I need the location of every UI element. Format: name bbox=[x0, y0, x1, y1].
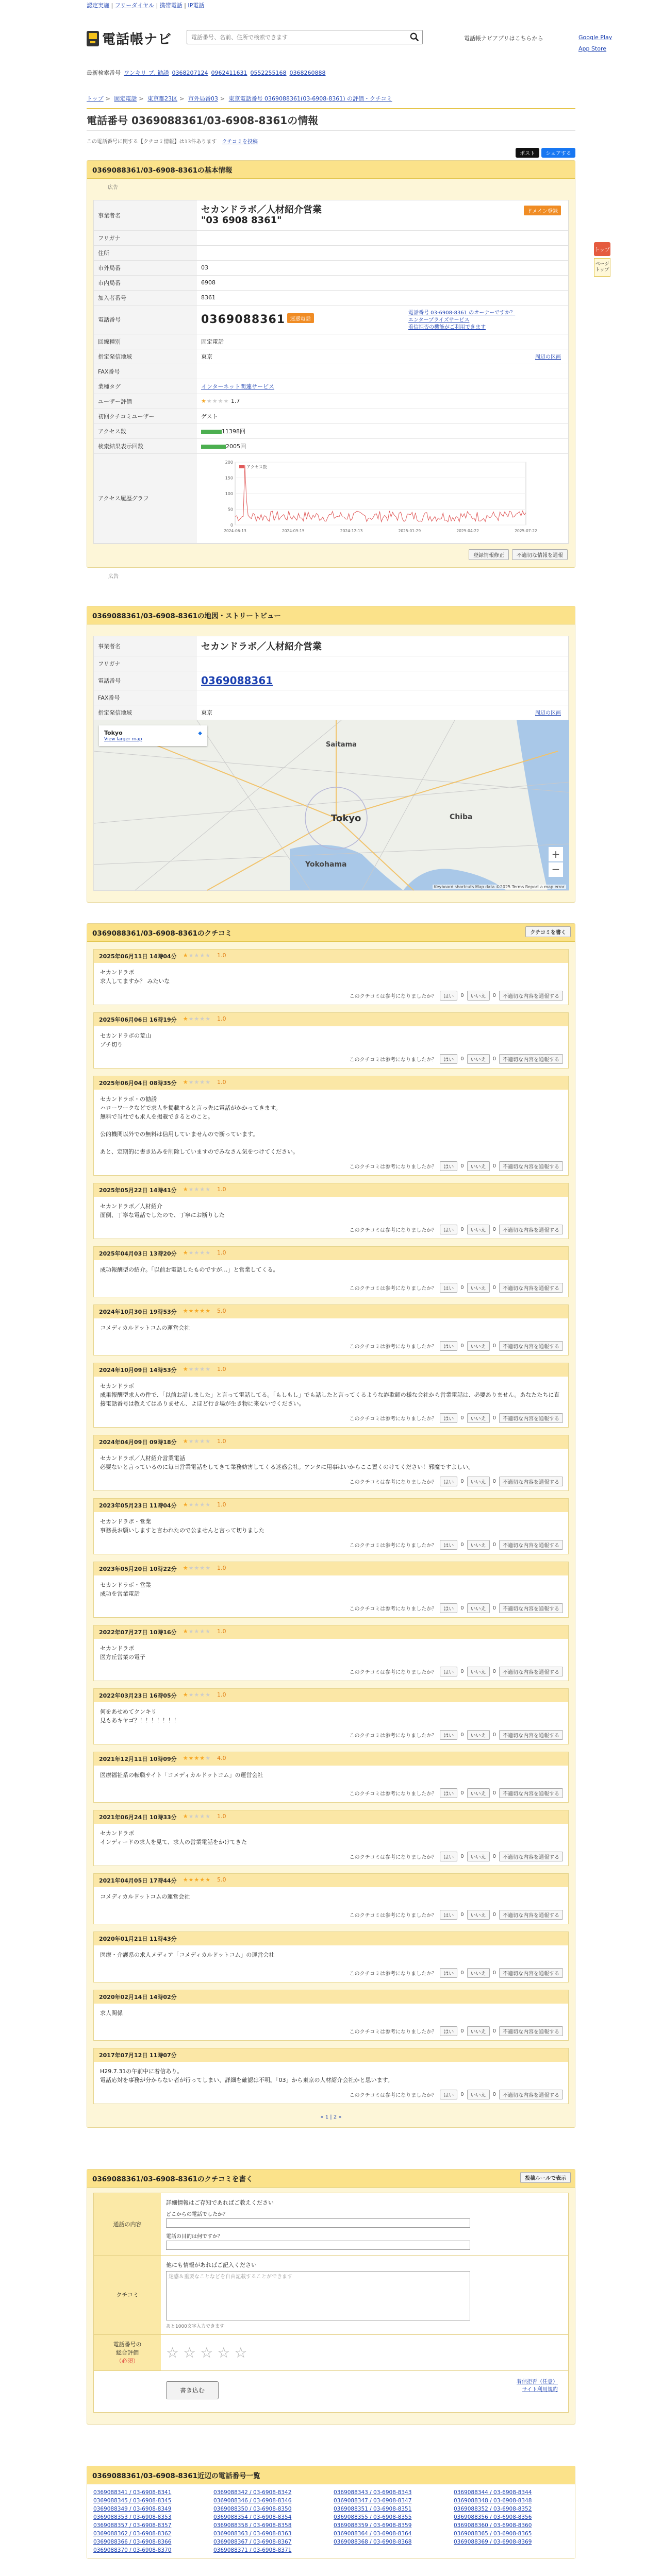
zoom-in-button[interactable]: + bbox=[549, 847, 563, 861]
nearby-number-link[interactable]: 0369088356 / 03-6908-8356 bbox=[454, 2514, 532, 2520]
map-view[interactable] bbox=[94, 720, 568, 890]
rating-stars: ★★★★★ bbox=[201, 398, 229, 404]
nearby-number-link[interactable]: 0369088350 / 03-6908-8350 bbox=[213, 2505, 292, 2512]
review-stars: ★★★★★ bbox=[183, 1564, 211, 1571]
review-card bbox=[93, 1873, 569, 1924]
review-stars: ★★★★★ bbox=[183, 1754, 211, 1761]
review-text: セカンドラボ インディードの求人を見て、求人の営業電話をかけてきた bbox=[100, 1829, 247, 1845]
review-date: 2021年04月05日 17時44分 bbox=[99, 1877, 177, 1884]
report-review-button[interactable]: 不適切な内容を通報する bbox=[499, 1283, 563, 1293]
review-stars: ★★★★★ bbox=[183, 1185, 211, 1193]
top-link[interactable]: フリーダイヤル bbox=[114, 2, 154, 9]
nearby-number-link[interactable]: 0369088359 / 03-6908-8359 bbox=[334, 2522, 412, 2529]
search-icon[interactable] bbox=[410, 32, 419, 42]
review-footer: このクチコミは参考になりましたか？ はい 0 いいえ 0 不適切な内容を通報する bbox=[94, 1665, 568, 1681]
map-label: Yokohama bbox=[305, 860, 347, 869]
nearby-number-link[interactable]: 0369088347 / 03-6908-8347 bbox=[334, 2497, 412, 2504]
helpful-no-button[interactable]: いいえ bbox=[467, 2090, 490, 2099]
map-label: Tokyo bbox=[331, 812, 361, 824]
top-link[interactable]: IP電話 bbox=[188, 2, 205, 9]
review-footer: このクチコミは参考になりましたか？ はい 0 いいえ 0 不適切な内容を通報する bbox=[94, 1908, 568, 1924]
helpful-yes-button[interactable]: はい bbox=[440, 2026, 457, 2036]
search-bar bbox=[201, 445, 226, 449]
review-rate: 1.0 bbox=[217, 1078, 226, 1086]
review-rate: 5.0 bbox=[217, 1876, 226, 1883]
nearby-number-link[interactable]: 0369088368 / 03-6908-8368 bbox=[334, 2538, 412, 2545]
phone-number: 0369088361 bbox=[201, 313, 286, 326]
helpful-no-button[interactable]: いいえ bbox=[467, 2026, 490, 2036]
review-footer: このクチコミは参考になりましたか？ はい 0 いいえ 0 不適切な内容を通報する bbox=[94, 1159, 568, 1175]
business-name: セカンドラボ／人材紹介営業 "03 6908 8361" bbox=[201, 204, 322, 226]
review-head bbox=[94, 1874, 568, 1887]
review-footer: このクチコミは参考になりましたか？ はい 0 いいえ 0 不適切な内容を通報する bbox=[94, 1728, 568, 1744]
app-store-link[interactable]: App Store bbox=[578, 45, 607, 52]
directions-icon[interactable]: ◆ bbox=[198, 730, 202, 736]
helpful-no-button[interactable]: いいえ bbox=[467, 1477, 490, 1486]
report-review-button[interactable]: 不適切な内容を通報する bbox=[499, 991, 563, 1001]
nearby-number-link[interactable]: 0369088349 / 03-6908-8349 bbox=[93, 2505, 172, 2512]
review-head bbox=[94, 1990, 568, 2004]
review-text: 求人関係 bbox=[100, 2009, 123, 2016]
helpful-yes-button[interactable]: はい bbox=[440, 1341, 457, 1351]
helpful-yes-button[interactable]: はい bbox=[440, 1540, 457, 1550]
review-date: 2025年04月03日 13時20分 bbox=[99, 1250, 177, 1257]
review-card bbox=[93, 1183, 569, 1239]
report-review-button[interactable]: 不適切な内容を通報する bbox=[499, 1225, 563, 1234]
review-stars: ★★★★★ bbox=[183, 1501, 211, 1508]
report-review-button[interactable]: 不適切な内容を通報する bbox=[499, 1054, 563, 1064]
nuisance-tag: 迷惑電話 bbox=[287, 313, 314, 323]
phone-book-icon bbox=[87, 31, 99, 46]
review-date: 2021年06月24日 10時33分 bbox=[99, 1814, 177, 1821]
report-info-button[interactable]: 不適切な情報を通報 bbox=[512, 549, 568, 560]
pager[interactable]: « 1 | 2 » bbox=[320, 2114, 342, 2120]
report-review-button[interactable]: 不適切な内容を通報する bbox=[499, 1788, 563, 1798]
review-text: セカンドラボ 医方丘営業の電子 bbox=[100, 1645, 145, 1660]
report-review-button[interactable]: 不適切な内容を通報する bbox=[499, 2026, 563, 2036]
review-stars: ★★★★★ bbox=[183, 1876, 211, 1883]
nearby-number-link[interactable]: 0369088366 / 03-6908-8366 bbox=[93, 2538, 172, 2545]
map-attribution: Keyboard shortcuts Map data ©2025 Terms Report a map error bbox=[433, 885, 566, 889]
review-card bbox=[93, 1076, 569, 1176]
review-head bbox=[94, 1013, 568, 1026]
frequent-numbers: 最新検索番号 ワンキリ ブ. 勧誘 0368207124 0962411631 0552255168 0368260888 bbox=[87, 70, 326, 76]
nearby-number-link[interactable]: 0369088348 / 03-6908-8348 bbox=[454, 2497, 532, 2504]
review-date: 2017年07月12日 11時07分 bbox=[99, 2052, 177, 2059]
review-footer: このクチコミは参考になりましたか？ はい 0 いいえ 0 不適切な内容を通報する bbox=[94, 1052, 568, 1068]
review-date: 2025年06月06日 16時19分 bbox=[99, 1016, 177, 1023]
nearby-number-link[interactable]: 0369088362 / 03-6908-8362 bbox=[93, 2530, 172, 2537]
helpful-no-button[interactable]: いいえ bbox=[467, 1540, 490, 1550]
review-stars: ★★★★★ bbox=[183, 1365, 211, 1372]
review-head bbox=[94, 2048, 568, 2062]
helpful-yes-button[interactable]: はい bbox=[440, 1225, 457, 1234]
review-text: コメディカルドットコムの運営会社 bbox=[100, 1324, 190, 1331]
access-bar bbox=[201, 430, 222, 434]
map-info-box: Tokyo View larger map ◆ bbox=[99, 725, 207, 746]
review-card bbox=[93, 1810, 569, 1866]
review-rate: 1.0 bbox=[217, 1812, 226, 1820]
basic-info-table: 事業者名 セカンドラボ／人材紹介営業 "03 6908 8361" ドメイン登録 フリガナ 住所 市外局番 03 市内局番 6908 加入者番号 8361 電話番号 0369088361 迷惑電話 電話番号 03-6908-8361 のオーナーですか？ エンタープライズサービス 着信拒否の機能がご利用できます 回線種別 固定電話 指定発信地域 東京 周辺の区画 FAX番号 業種タグ インターネット関連サービス ユーザー評価 ★★★★★ 1.7 初回クチコミユーザー ゲスト アクセス数 11398回 検索結果表示回数 2005回 アクセス履歴グラフ 200 150 100 50 0 2024-06-13 2024-09-15 2024-12-13 2025-01-29 2025-04-22 2025-07-22 アクセス数 bbox=[94, 200, 568, 544]
post-heading: 0369088361/03-6908-8361のクチコミを書く bbox=[92, 2175, 253, 2183]
header bbox=[0, 9, 662, 54]
review-card bbox=[93, 1498, 569, 1554]
report-review-button[interactable]: 不適切な内容を通報する bbox=[499, 1540, 563, 1550]
review-footer: このクチコミは参考になりましたか？ はい 0 いいえ 0 不適切な内容を通報する bbox=[94, 1339, 568, 1355]
nearby-number-link[interactable]: 0369088342 / 03-6908-8342 bbox=[213, 2489, 292, 2496]
helpful-no-button[interactable]: いいえ bbox=[467, 1341, 490, 1351]
search-input[interactable] bbox=[187, 30, 404, 44]
report-review-button[interactable]: 不適切な内容を通報する bbox=[499, 1730, 563, 1740]
review-text: セカンドラボ・営業 成功を営業電話 bbox=[100, 1581, 151, 1597]
review-head bbox=[94, 1752, 568, 1766]
review-date: 2022年03月23日 16時05分 bbox=[99, 1692, 177, 1699]
helpful-yes-button[interactable]: はい bbox=[440, 1413, 457, 1423]
review-text: セカンドラボ 成果報酬型求人の件で、「以前お話しました」と言って電話してる。「もしもし」でも話したと言ってくるような詐欺師の様な会社から営業電話は、必要ありません。あなたたちに直接電話番号は教えてはありません、よほど行き場が生き物に来ないでください。 bbox=[100, 1382, 560, 1407]
review-stars: ★★★★★ bbox=[183, 1437, 211, 1445]
review-card bbox=[93, 1012, 569, 1069]
nearby-number-link[interactable]: 0369088364 / 03-6908-8364 bbox=[334, 2530, 412, 2537]
review-date: 2021年12月11日 10時09分 bbox=[99, 1755, 177, 1762]
page-top-button[interactable]: ページ トップ bbox=[594, 258, 610, 277]
report-review-button[interactable]: 不適切な内容を通報する bbox=[499, 1910, 563, 1920]
review-rate: 1.0 bbox=[217, 1628, 226, 1635]
basic-info-panel bbox=[87, 160, 575, 568]
review-stars: ★★★★★ bbox=[183, 1691, 211, 1698]
nearby-panel bbox=[87, 2466, 575, 2559]
review-footer: このクチコミは参考になりましたか？ はい 0 いいえ 0 不適切な内容を通報する bbox=[94, 1281, 568, 1297]
review-date: 2025年06月11日 14時04分 bbox=[99, 953, 177, 960]
review-text: H29.7.31の午前中に着信あり。 電話応対を事務が分からない者が行ってしまい、詳細を確認は不明。「03」から東京の人材紹介会社かと思います。 bbox=[100, 2067, 393, 2083]
review-head bbox=[94, 1810, 568, 1824]
nearby-number-link[interactable]: 0369088358 / 03-6908-8358 bbox=[213, 2522, 292, 2529]
owner-link[interactable]: 電話番号 03-6908-8361 のオーナーですか？ bbox=[408, 310, 516, 316]
helpful-yes-button[interactable]: はい bbox=[440, 1910, 457, 1920]
breadcrumb: トップ > 固定電話 > 東京都23区 > 市外局番03 > 東京電話番号 0369088361(03-6908-8361) の評価・クチコミ bbox=[87, 95, 392, 102]
review-stars: ★★★★★ bbox=[183, 1078, 211, 1086]
map-label: Chiba bbox=[450, 812, 473, 821]
submit-review-button[interactable]: 書き込む bbox=[166, 2381, 219, 2399]
helpful-yes-button[interactable]: はい bbox=[440, 1054, 457, 1064]
helpful-yes-button[interactable]: はい bbox=[440, 1603, 457, 1613]
ad-label: 広告 bbox=[108, 573, 119, 580]
ad-label: 広告 bbox=[108, 185, 118, 191]
post-panel bbox=[87, 2169, 575, 2425]
nearby-number-link[interactable]: 0369088344 / 03-6908-8344 bbox=[454, 2489, 532, 2496]
graph-x-tick: 2025-04-22 bbox=[456, 528, 479, 533]
helpful-yes-button[interactable]: はい bbox=[440, 1161, 457, 1171]
review-head bbox=[94, 1499, 568, 1512]
review-head bbox=[94, 1562, 568, 1575]
enterprise-link[interactable]: エンタープライズサービス bbox=[408, 317, 470, 323]
view-larger-map-link[interactable]: View larger map bbox=[104, 736, 142, 742]
report-review-button[interactable]: 不適切な内容を通報する bbox=[499, 1477, 563, 1486]
helpful-yes-button[interactable]: はい bbox=[440, 2090, 457, 2099]
review-text: セカンドラボ・の勧誘 ハローワークなどで求人を掲載すると言っ先に電話がかかってきます。 無料で当社でも求人を掲載できるとのこと。 公的機関以外での無料は信用していませんので断っています。 あと、定期的に書き込みを削除していますのでみなさん気をつけてください。 bbox=[100, 1095, 299, 1155]
helpful-no-button[interactable]: いいえ bbox=[467, 1852, 490, 1861]
review-text: セカンドラボの荒山 ブチ切り bbox=[100, 1032, 151, 1048]
review-footer: このクチコミは参考になりましたか？ はい 0 いいえ 0 不適切な内容を通報する bbox=[94, 1538, 568, 1554]
graph-legend-swatch bbox=[239, 465, 244, 468]
basic-info-table-wrap bbox=[93, 200, 569, 544]
review-textarea[interactable]: 迷惑＆重要なことなどを自由記載することができます bbox=[166, 2271, 470, 2320]
nearby-number-link[interactable]: 0369088370 / 03-6908-8370 bbox=[93, 2547, 172, 2553]
review-head bbox=[94, 950, 568, 963]
nearby-number-link[interactable]: 0369088351 / 03-6908-8351 bbox=[334, 2505, 412, 2512]
google-play-link[interactable]: Google Play bbox=[578, 34, 613, 41]
info-note: この電話番号に関する【クチコミ情報】は13件あります クチコミを投稿 bbox=[87, 139, 258, 145]
top-link[interactable]: 携帯電話 bbox=[159, 2, 183, 9]
review-text: 何をあせめてクンキリ 見もあキヤゴ？！！！！！！！ bbox=[100, 1708, 179, 1724]
nearby-number-link[interactable]: 0369088365 / 03-6908-8365 bbox=[454, 2530, 532, 2537]
review-head bbox=[94, 1183, 568, 1197]
helpful-no-button[interactable]: いいえ bbox=[467, 1603, 490, 1613]
nearby-heading: 0369088361/03-6908-8361近辺の電話番号一覧 bbox=[87, 2466, 575, 2484]
helpful-yes-button[interactable]: はい bbox=[440, 1852, 457, 1861]
review-rate: 1.0 bbox=[217, 952, 226, 959]
graph-y-tick: 0 bbox=[230, 522, 233, 528]
review-card bbox=[93, 1246, 569, 1297]
review-date: 2025年06月04日 08時35分 bbox=[99, 1079, 177, 1087]
helpful-no-button[interactable]: いいえ bbox=[467, 1413, 490, 1423]
graph-y-tick: 200 bbox=[225, 460, 233, 465]
graph-x-tick: 2025-01-29 bbox=[398, 528, 421, 533]
review-card bbox=[93, 1562, 569, 1618]
reviews-panel bbox=[87, 923, 575, 2128]
review-card bbox=[93, 1304, 569, 1355]
review-date: 2023年05月20日 10時22分 bbox=[99, 1565, 177, 1572]
review-card bbox=[93, 1363, 569, 1428]
review-date: 2025年05月22日 14時41分 bbox=[99, 1187, 177, 1194]
area-link[interactable]: 周辺の区画 bbox=[535, 354, 561, 360]
report-review-button[interactable]: 不適切な内容を通報する bbox=[499, 1161, 563, 1171]
review-head bbox=[94, 1435, 568, 1449]
report-review-button[interactable]: 不適切な内容を通報する bbox=[499, 1968, 563, 1978]
review-stars: ★★★★★ bbox=[183, 1015, 211, 1022]
block-settings-link[interactable]: 着信拒否（任意） bbox=[517, 2379, 558, 2385]
nearby-number-link[interactable]: 0369088369 / 03-6908-8369 bbox=[454, 2538, 532, 2545]
helpful-no-button[interactable]: いいえ bbox=[467, 1910, 490, 1920]
nearby-number-link[interactable]: 0369088341 / 03-6908-8341 bbox=[93, 2489, 172, 2496]
review-stars: ★★★★★ bbox=[183, 952, 211, 959]
post-form: 通話の内容 詳細情報はご存知であればご教えください どこからの電話でしたか？ 電話の目的は何ですか？ クチコミ 他にも情報があればご記入ください 迷惑＆重要なことなどを自由記載することができます あと1000文字入力できます 電話番号の 総合評価 （必須） ☆☆☆☆☆ bbox=[94, 2193, 568, 2371]
review-rate: 1.0 bbox=[217, 1365, 226, 1372]
review-card bbox=[93, 1435, 569, 1491]
basic-info-heading: 0369088361/03-6908-8361の基本情報 bbox=[87, 161, 575, 179]
review-footer: このクチコミは参考になりましたか？ はい 0 いいえ 0 不適切な内容を通報する bbox=[94, 1475, 568, 1490]
edit-info-button[interactable]: 登録情報修正 bbox=[469, 549, 509, 560]
review-head bbox=[94, 1932, 568, 1945]
reviews-heading: 0369088361/03-6908-8361のクチコミ bbox=[92, 929, 232, 938]
helpful-yes-button[interactable]: はい bbox=[440, 1730, 457, 1740]
review-footer: このクチコミは参考になりましたか？ はい 0 いいえ 0 不適切な内容を通報する bbox=[94, 989, 568, 1005]
terms-link[interactable]: サイト利用規約 bbox=[522, 2386, 558, 2393]
nearby-number-link[interactable]: 0369088363 / 03-6908-8363 bbox=[213, 2530, 292, 2537]
review-footer: このクチコミは参考になりましたか？ はい 0 いいえ 0 不適切な内容を通報する bbox=[94, 1966, 568, 1982]
nearby-number-link[interactable]: 0369088353 / 03-6908-8353 bbox=[93, 2514, 172, 2520]
review-stars: ★★★★★ bbox=[183, 1249, 211, 1256]
caller-input[interactable] bbox=[166, 2218, 470, 2228]
review-footer: このクチコミは参考になりましたか？ はい 0 いいえ 0 不適切な内容を通報する bbox=[94, 2024, 568, 2040]
helpful-no-button[interactable]: いいえ bbox=[467, 991, 490, 1001]
review-date: 2022年07月27日 10時16分 bbox=[99, 1629, 177, 1636]
graph-x-tick: 2024-06-13 bbox=[224, 528, 246, 533]
helpful-no-button[interactable]: いいえ bbox=[467, 1730, 490, 1740]
graph-y-tick: 50 bbox=[227, 507, 233, 512]
review-stars: ★★★★★ bbox=[183, 1812, 211, 1820]
report-review-button[interactable]: 不適切な内容を通報する bbox=[499, 1667, 563, 1676]
side-float bbox=[594, 242, 611, 279]
facebook-share-button[interactable]: シェアする bbox=[541, 148, 575, 158]
block-link[interactable]: 着信拒否の機能がご利用できます bbox=[408, 324, 486, 330]
helpful-no-button[interactable]: いいえ bbox=[467, 1968, 490, 1978]
report-review-button[interactable]: 不適切な内容を通報する bbox=[499, 1852, 563, 1861]
post-review-button[interactable]: クチコミを書く bbox=[525, 926, 571, 937]
logo[interactable]: 電話帳ナビ bbox=[87, 29, 172, 48]
nearby-number-grid bbox=[87, 2484, 575, 2558]
top-button[interactable]: トップ bbox=[594, 242, 610, 256]
review-card bbox=[93, 1752, 569, 1803]
review-text: セカンドラボ／人材紹介営業電話 必要ないと言っているのに毎日営業電話をしてきて業務妨害してくる迷惑会社。アンタに用事はいからここ置くのけてください！邪魔ですよしい。 bbox=[100, 1454, 474, 1470]
zoom-out-button[interactable]: − bbox=[549, 862, 563, 877]
nearby-number-link[interactable]: 0369088355 / 03-6908-8355 bbox=[334, 2514, 412, 2520]
review-rate: 1.0 bbox=[217, 1015, 226, 1022]
review-list bbox=[87, 942, 575, 2104]
review-date: 2020年02月14日 14時02分 bbox=[99, 1993, 177, 2001]
review-rate: 1.0 bbox=[217, 1501, 226, 1508]
review-stars: ★★★★★ bbox=[183, 1628, 211, 1635]
graph-y-tick: 100 bbox=[225, 491, 233, 496]
review-stars: ★★★★★ bbox=[183, 1307, 211, 1314]
review-rate: 1.0 bbox=[217, 1437, 226, 1445]
top-link[interactable]: 認定実施 bbox=[87, 2, 109, 9]
review-head bbox=[94, 1247, 568, 1260]
graph-x-tick: 2024-09-15 bbox=[282, 528, 305, 533]
review-text: 成功報酬型の紹介。「以前お電話したものですが…」と営業してくる。 bbox=[100, 1266, 279, 1273]
graph-y-tick: 150 bbox=[225, 476, 233, 480]
nearby-number-link[interactable]: 0369088367 / 03-6908-8367 bbox=[213, 2538, 292, 2545]
review-footer: このクチコミは参考になりましたか？ はい 0 いいえ 0 不適切な内容を通報する bbox=[94, 1223, 568, 1239]
review-text: コメディカルドットコムの運営会社 bbox=[100, 1893, 190, 1900]
review-date: 2024年10月30日 19時53分 bbox=[99, 1308, 177, 1315]
review-card bbox=[93, 1625, 569, 1681]
review-footer: このクチコミは参考になりましたか？ はい 0 いいえ 0 不適切な内容を通報する bbox=[94, 1786, 568, 1802]
x-post-button[interactable]: ポスト bbox=[516, 148, 539, 158]
rating-input-stars[interactable]: ☆☆☆☆☆ bbox=[166, 2344, 252, 2361]
review-head bbox=[94, 1625, 568, 1639]
map-panel bbox=[87, 606, 575, 903]
map-label: Saitama bbox=[326, 740, 357, 749]
helpful-yes-button[interactable]: はい bbox=[440, 1477, 457, 1486]
review-date: 2023年05月23日 11時04分 bbox=[99, 1502, 177, 1509]
register-button[interactable]: ドメイン登録 bbox=[524, 206, 561, 215]
nearby-number-link[interactable]: 0369088346 / 03-6908-8346 bbox=[213, 2497, 292, 2504]
review-rate: 1.0 bbox=[217, 1564, 226, 1571]
helpful-yes-button[interactable]: はい bbox=[440, 1968, 457, 1978]
purpose-input[interactable] bbox=[166, 2241, 470, 2250]
helpful-no-button[interactable]: いいえ bbox=[467, 1788, 490, 1798]
report-review-button[interactable]: 不適切な内容を通報する bbox=[499, 1341, 563, 1351]
review-date: 2024年04月09日 09時18分 bbox=[99, 1438, 177, 1446]
review-card bbox=[93, 1931, 569, 1982]
helpful-no-button[interactable]: いいえ bbox=[467, 1667, 490, 1676]
review-card bbox=[93, 1990, 569, 2041]
graph-legend-label: アクセス数 bbox=[246, 464, 267, 469]
report-review-button[interactable]: 不適切な内容を通報する bbox=[499, 1413, 563, 1423]
review-rate: 5.0 bbox=[217, 1307, 226, 1314]
nearby-number-link[interactable]: 0369088343 / 03-6908-8343 bbox=[334, 2489, 412, 2496]
nearby-number-link[interactable]: 0369088360 / 03-6908-8360 bbox=[454, 2522, 532, 2529]
industry-tag-link[interactable]: インターネット関連サービス bbox=[201, 383, 275, 390]
top-links: 認定実施 | フリーダイヤル | 携帯電話 | IP電話 bbox=[87, 2, 205, 9]
review-rate: 1.0 bbox=[217, 1691, 226, 1698]
review-head bbox=[94, 1305, 568, 1318]
search-box bbox=[187, 30, 423, 44]
graph-x-tick: 2024-12-13 bbox=[340, 528, 363, 533]
map-heading: 0369088361/03-6908-8361の地図・ストリートビュー bbox=[87, 606, 575, 624]
review-head bbox=[94, 1689, 568, 1702]
map-area-link[interactable]: 周辺の区画 bbox=[535, 710, 561, 716]
nearby-number-link[interactable]: 0369088371 / 03-6908-8371 bbox=[213, 2547, 292, 2553]
review-card bbox=[93, 1688, 569, 1744]
map-phone-link[interactable]: 0369088361 bbox=[201, 674, 273, 687]
helpful-yes-button[interactable]: はい bbox=[440, 1667, 457, 1676]
review-rate: 1.0 bbox=[217, 1185, 226, 1193]
review-head bbox=[94, 1363, 568, 1377]
nearby-number-link[interactable]: 0369088357 / 03-6908-8357 bbox=[93, 2522, 172, 2529]
report-review-button[interactable]: 不適切な内容を通報する bbox=[499, 1603, 563, 1613]
graph-x-tick: 2025-07-22 bbox=[515, 528, 537, 533]
map-info-table: 事業者名 セカンドラボ／人材紹介営業 フリガナ 電話番号 0369088361 FAX番号 指定発信地域 東京 周辺の区画 bbox=[94, 636, 568, 720]
nearby-number-link[interactable]: 0369088345 / 03-6908-8345 bbox=[93, 2497, 172, 2504]
review-footer: このクチコミは参考になりましたか？ はい 0 いいえ 0 不適切な内容を通報する bbox=[94, 1411, 568, 1427]
helpful-no-button[interactable]: いいえ bbox=[467, 1161, 490, 1171]
review-date: 2024年10月09日 14時53分 bbox=[99, 1366, 177, 1374]
post-rules-button[interactable]: 投稿ルールで表示 bbox=[520, 2172, 571, 2183]
page-title: 電話番号 0369088361/03-6908-8361の情報 bbox=[87, 108, 575, 131]
review-rate: 4.0 bbox=[217, 1754, 226, 1761]
app-info: 電話帳ナビアプリはこちらから Google Play bbox=[464, 34, 543, 42]
review-rate: 1.0 bbox=[217, 1249, 226, 1256]
review-card bbox=[93, 2048, 569, 2104]
helpful-no-button[interactable]: いいえ bbox=[467, 1283, 490, 1293]
nearby-number-link[interactable]: 0369088352 / 03-6908-8352 bbox=[454, 2505, 532, 2512]
review-card bbox=[93, 949, 569, 1005]
review-text: セカンドラボ 求人してますか？ みたいな bbox=[100, 969, 170, 985]
access-history-graph bbox=[217, 457, 537, 538]
review-text: 医療・介護系の求人メディア「コメディカルドットコム」の運営会社 bbox=[100, 1951, 275, 1958]
review-date: 2020年01月21日 11時43分 bbox=[99, 1935, 177, 1942]
review-text: セカンドラボ／人材紹介 面倒、丁寧な電話でしたので、丁寧にお断りした bbox=[100, 1202, 225, 1218]
review-text: セカンドラボ・営業 事務長お願いしますと言われたので公ませんと言って切りました bbox=[100, 1518, 264, 1534]
helpful-no-button[interactable]: いいえ bbox=[467, 1054, 490, 1064]
nearby-number-link[interactable]: 0369088354 / 03-6908-8354 bbox=[213, 2514, 292, 2520]
review-footer: このクチコミは参考になりましたか？ はい 0 いいえ 0 不適切な内容を通報する bbox=[94, 1850, 568, 1866]
helpful-yes-button[interactable]: はい bbox=[440, 1283, 457, 1293]
helpful-no-button[interactable]: いいえ bbox=[467, 1225, 490, 1234]
review-footer: このクチコミは参考になりましたか？ はい 0 いいえ 0 不適切な内容を通報する bbox=[94, 1601, 568, 1617]
report-review-button[interactable]: 不適切な内容を通報する bbox=[499, 2090, 563, 2099]
helpful-yes-button[interactable]: はい bbox=[440, 991, 457, 1001]
review-footer: このクチコミは参考になりましたか？ はい 0 いいえ 0 不適切な内容を通報する bbox=[94, 2088, 568, 2104]
review-text: 医療福祉系の転職サイト「コメディカルドットコム」の運営会社 bbox=[100, 1771, 263, 1778]
helpful-yes-button[interactable]: はい bbox=[440, 1788, 457, 1798]
review-head bbox=[94, 1076, 568, 1090]
